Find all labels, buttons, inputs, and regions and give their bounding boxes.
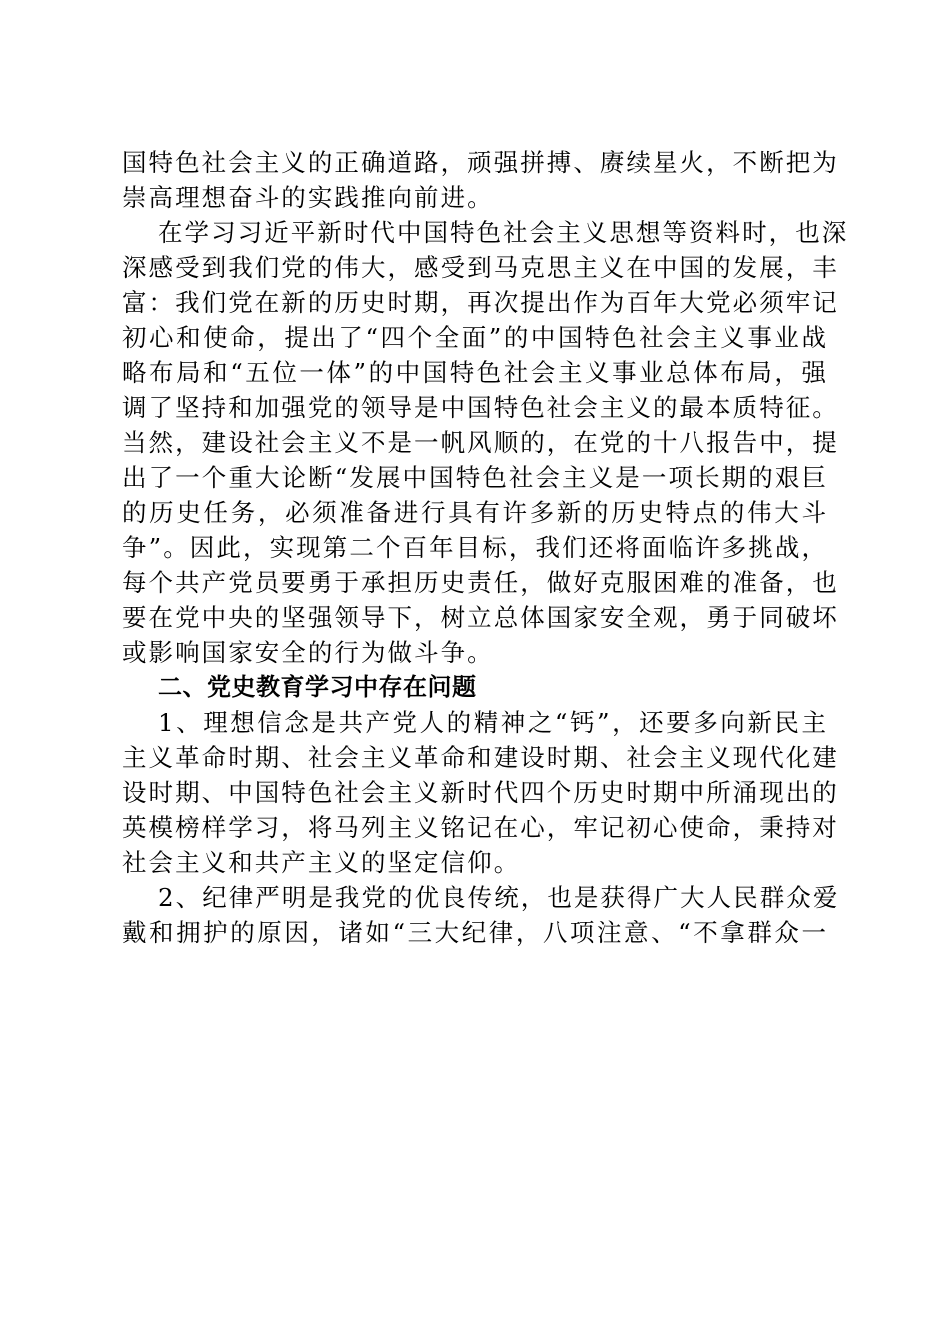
paragraph-line: 的历史任务，必须准备进行具有许多新的历史特点的伟大斗 <box>122 498 828 527</box>
paragraph-line: 主义革命时期、社会主义革命和建设时期、社会主义现代化建 <box>122 743 839 772</box>
paragraph-line: 国特色社会主义的正确道路，顽强拼搏、赓续星火，不断把为 <box>122 148 839 177</box>
paragraph-line: 每个共产党员要勇于承担历史责任，做好克服困难的准备，也 <box>122 568 839 597</box>
section-heading: 二、党史教育学习中存在问题 <box>158 673 477 701</box>
paragraph-line: 在学习习近平新时代中国特色社会主义思想等资料时，也深 <box>158 218 849 247</box>
paragraph-line: 2、纪律严明是我党的优良传统，也是获得广大人民群众爱 <box>158 883 840 912</box>
paragraph-line: 社会主义和共产主义的坚定信仰。 <box>122 848 521 877</box>
paragraph-line: 富：我们党在新的历史时期，再次提出作为百年大党必须牢记 <box>122 288 839 317</box>
paragraph-line: 设时期、中国特色社会主义新时代四个历史时期中所涌现出的 <box>122 778 839 807</box>
paragraph-line: 英模榜样学习，将马列主义铭记在心，牢记初心使命，秉持对 <box>122 813 839 842</box>
paragraph-line: 1、理想信念是共产党人的精神之“钙”，还要多向新民主 <box>158 708 828 737</box>
paragraph-line: 争”。因此，实现第二个百年目标，我们还将面临许多挑战， <box>122 533 828 562</box>
paragraph-line: 要在党中央的坚强领导下，树立总体国家安全观，勇于同破坏 <box>122 603 839 632</box>
paragraph-line: 崇高理想奋斗的实践推向前进。 <box>122 183 494 212</box>
paragraph-line: 略布局和“五位一体”的中国特色社会主义事业总体布局，强 <box>122 358 828 387</box>
paragraph-line: 或影响国家安全的行为做斗争。 <box>122 638 494 667</box>
paragraph-line: 戴和拥护的原因，诸如“三大纪律，八项注意、“不拿群众一 <box>122 918 828 947</box>
paragraph-line: 初心和使命，提出了“四个全面”的中国特色社会主义事业战 <box>122 323 828 352</box>
paragraph-line: 调了坚持和加强党的领导是中国特色社会主义的最本质特征。 <box>122 393 839 422</box>
paragraph-line: 深感受到我们党的伟大，感受到马克思主义在中国的发展，丰 <box>122 253 839 282</box>
paragraph-line: 出了一个重大论断“发展中国特色社会主义是一项长期的艰巨 <box>122 463 828 492</box>
paragraph-line: 当然，建设社会主义不是一帆风顺的，在党的十八报告中，提 <box>122 428 839 457</box>
